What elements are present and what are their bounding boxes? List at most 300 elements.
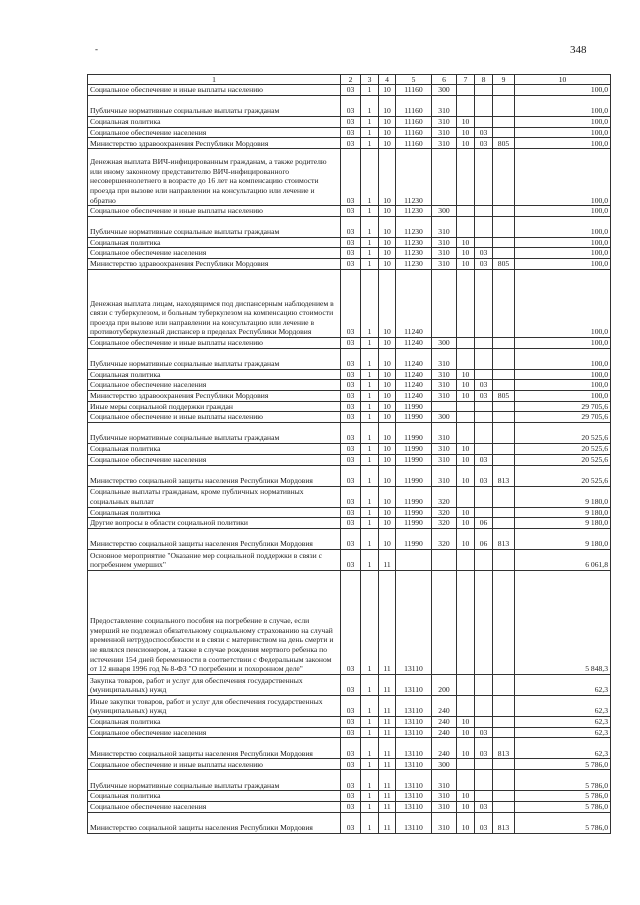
code-cell: 10 <box>379 412 396 423</box>
code-cell <box>432 401 457 412</box>
code-cell: 11 <box>379 770 396 791</box>
code-cell: 1 <box>361 738 379 759</box>
code-cell: 03 <box>341 570 361 674</box>
table-row <box>88 216 611 237</box>
code-cell: 10 <box>457 443 475 454</box>
row-name-cell: Министерство здравоохранения Республики Мордовия <box>88 390 341 401</box>
code-cell <box>432 149 457 206</box>
code-cell: 1 <box>361 248 379 259</box>
code-cell: 1 <box>361 716 379 727</box>
table-row <box>88 337 611 348</box>
code-cell <box>493 369 515 380</box>
code-cell: 1 <box>361 518 379 529</box>
code-cell: 300 <box>432 759 457 770</box>
code-cell <box>493 570 515 674</box>
amount-cell: 62,3 <box>515 716 611 727</box>
code-cell: 11160 <box>396 117 432 128</box>
code-cell <box>493 85 515 96</box>
code-cell: 11240 <box>396 337 432 348</box>
code-cell: 03 <box>341 96 361 117</box>
code-cell: 10 <box>379 138 396 149</box>
code-cell: 310 <box>432 422 457 443</box>
row-name-cell: Социальная политика <box>88 443 341 454</box>
code-cell <box>493 216 515 237</box>
code-cell: 11 <box>379 812 396 833</box>
amount-cell: 5 786,0 <box>515 801 611 812</box>
code-cell <box>457 486 475 507</box>
code-cell: 10 <box>379 237 396 248</box>
code-cell <box>457 674 475 695</box>
amount-cell: 20 525,6 <box>515 465 611 486</box>
row-name-cell: Иные закупки товаров, работ и услуг для обеспечения государственных (муниципальных) нужд <box>88 695 341 716</box>
code-cell: 1 <box>361 149 379 206</box>
code-cell: 11240 <box>396 369 432 380</box>
code-cell: 03 <box>341 369 361 380</box>
code-cell: 11 <box>379 738 396 759</box>
code-cell <box>457 337 475 348</box>
code-cell <box>493 443 515 454</box>
table-row <box>88 380 611 391</box>
table-row <box>88 486 611 507</box>
code-cell <box>475 507 493 518</box>
code-cell: 310 <box>432 369 457 380</box>
code-cell <box>457 401 475 412</box>
code-cell: 03 <box>341 443 361 454</box>
code-cell: 13110 <box>396 791 432 802</box>
code-cell: 1 <box>361 412 379 423</box>
column-header: 5 <box>396 75 432 85</box>
code-cell: 310 <box>432 96 457 117</box>
code-cell: 03 <box>341 465 361 486</box>
code-cell: 11230 <box>396 258 432 269</box>
code-cell: 13110 <box>396 812 432 833</box>
code-cell: 1 <box>361 117 379 128</box>
code-cell <box>493 117 515 128</box>
amount-cell: 9 180,0 <box>515 518 611 529</box>
code-cell: 13110 <box>396 770 432 791</box>
code-cell: 805 <box>493 258 515 269</box>
code-cell: 10 <box>379 258 396 269</box>
code-cell: 06 <box>475 518 493 529</box>
row-name-cell: Публичные нормативные социальные выплаты гражданам <box>88 348 341 369</box>
code-cell: 13110 <box>396 674 432 695</box>
code-cell: 320 <box>432 528 457 549</box>
code-cell <box>493 337 515 348</box>
code-cell: 200 <box>432 674 457 695</box>
code-cell: 813 <box>493 738 515 759</box>
row-name-cell: Министерство здравоохранения Республики Мордовия <box>88 258 341 269</box>
code-cell: 1 <box>361 422 379 443</box>
code-cell: 03 <box>475 727 493 738</box>
code-cell <box>493 348 515 369</box>
code-cell: 11990 <box>396 465 432 486</box>
code-cell: 310 <box>432 248 457 259</box>
code-cell <box>475 269 493 337</box>
column-header: 7 <box>457 75 475 85</box>
column-header: 8 <box>475 75 493 85</box>
column-header: 2 <box>341 75 361 85</box>
table-row <box>88 465 611 486</box>
amount-cell: 62,3 <box>515 738 611 759</box>
table-row <box>88 269 611 337</box>
code-cell <box>475 117 493 128</box>
code-cell: 1 <box>361 127 379 138</box>
table-row <box>88 801 611 812</box>
row-name-cell: Основное мероприятие "Оказание мер социальной поддержки в связи с погребением умерших" <box>88 549 341 570</box>
code-cell: 805 <box>493 138 515 149</box>
code-cell: 13110 <box>396 716 432 727</box>
code-cell: 11990 <box>396 412 432 423</box>
code-cell: 11240 <box>396 380 432 391</box>
code-cell: 03 <box>341 727 361 738</box>
code-cell: 310 <box>432 770 457 791</box>
code-cell: 240 <box>432 695 457 716</box>
amount-cell: 20 525,6 <box>515 454 611 465</box>
code-cell: 10 <box>379 248 396 259</box>
table-row <box>88 518 611 529</box>
code-cell: 03 <box>341 269 361 337</box>
code-cell <box>475 791 493 802</box>
row-name-cell: Денежная выплата ВИЧ-инфицированным гражданам, а также родителю или иному законному представителю ВИЧ-инфицированного несовершеннолетнего в возрасте до 16 лет на компенсацию стоимости проезда при вызове или направлении на консультацию или лечение и обратно <box>88 149 341 206</box>
code-cell: 1 <box>361 96 379 117</box>
code-cell <box>493 149 515 206</box>
code-cell: 1 <box>361 454 379 465</box>
code-cell <box>475 149 493 206</box>
code-cell: 310 <box>432 380 457 391</box>
amount-cell: 100,0 <box>515 127 611 138</box>
code-cell <box>432 269 457 337</box>
row-name-cell: Социальное обеспечение населения <box>88 380 341 391</box>
table-row <box>88 401 611 412</box>
code-cell: 03 <box>341 759 361 770</box>
code-cell: 06 <box>475 528 493 549</box>
code-cell: 240 <box>432 738 457 759</box>
row-name-cell: Социальное обеспечение населения <box>88 248 341 259</box>
row-name-cell: Социальная политика <box>88 237 341 248</box>
code-cell: 10 <box>379 369 396 380</box>
column-header: 3 <box>361 75 379 85</box>
table-row <box>88 727 611 738</box>
code-cell: 1 <box>361 727 379 738</box>
code-cell: 11160 <box>396 85 432 96</box>
code-cell: 10 <box>379 149 396 206</box>
table-row <box>88 549 611 570</box>
column-header: 9 <box>493 75 515 85</box>
code-cell: 03 <box>341 738 361 759</box>
code-cell <box>493 791 515 802</box>
code-cell: 10 <box>457 727 475 738</box>
header-mark: - <box>95 44 98 54</box>
table-row <box>88 206 611 217</box>
code-cell <box>493 248 515 259</box>
row-name-cell: Социальное обеспечение и иные выплаты населению <box>88 759 341 770</box>
code-cell: 13110 <box>396 727 432 738</box>
code-cell: 11160 <box>396 127 432 138</box>
code-cell: 1 <box>361 380 379 391</box>
table-row <box>88 674 611 695</box>
code-cell: 1 <box>361 570 379 674</box>
code-cell <box>457 206 475 217</box>
amount-cell: 100,0 <box>515 369 611 380</box>
code-cell: 10 <box>379 422 396 443</box>
amount-cell: 20 525,6 <box>515 422 611 443</box>
code-cell <box>493 716 515 727</box>
table-row <box>88 149 611 206</box>
code-cell: 1 <box>361 791 379 802</box>
code-cell: 03 <box>341 716 361 727</box>
code-cell: 03 <box>341 149 361 206</box>
table-row <box>88 738 611 759</box>
code-cell: 10 <box>379 117 396 128</box>
code-cell: 03 <box>341 117 361 128</box>
code-cell: 11230 <box>396 216 432 237</box>
code-cell: 10 <box>379 127 396 138</box>
code-cell: 10 <box>457 738 475 759</box>
table-row <box>88 507 611 518</box>
code-cell: 1 <box>361 695 379 716</box>
code-cell: 1 <box>361 85 379 96</box>
code-cell: 10 <box>457 127 475 138</box>
table-row <box>88 248 611 259</box>
code-cell: 03 <box>475 801 493 812</box>
code-cell <box>475 674 493 695</box>
code-cell: 03 <box>475 454 493 465</box>
code-cell <box>493 237 515 248</box>
table-row <box>88 348 611 369</box>
code-cell: 10 <box>379 380 396 391</box>
code-cell: 10 <box>379 518 396 529</box>
code-cell <box>493 127 515 138</box>
code-cell: 320 <box>432 518 457 529</box>
row-name-cell: Социальная политика <box>88 507 341 518</box>
code-cell: 1 <box>361 528 379 549</box>
amount-cell: 9 180,0 <box>515 528 611 549</box>
code-cell <box>493 454 515 465</box>
code-cell: 03 <box>341 770 361 791</box>
row-name-cell: Социальная политика <box>88 791 341 802</box>
code-cell <box>493 518 515 529</box>
table-row <box>88 570 611 674</box>
code-cell: 310 <box>432 801 457 812</box>
code-cell <box>475 759 493 770</box>
row-name-cell: Публичные нормативные социальные выплаты гражданам <box>88 216 341 237</box>
table-row <box>88 96 611 117</box>
code-cell: 03 <box>341 528 361 549</box>
row-name-cell: Социальная политика <box>88 117 341 128</box>
code-cell <box>457 216 475 237</box>
amount-cell: 9 180,0 <box>515 486 611 507</box>
code-cell: 11230 <box>396 206 432 217</box>
table-row <box>88 812 611 833</box>
code-cell: 1 <box>361 486 379 507</box>
code-cell: 805 <box>493 390 515 401</box>
code-cell <box>475 412 493 423</box>
amount-cell: 20 525,6 <box>515 443 611 454</box>
code-cell: 320 <box>432 507 457 518</box>
code-cell: 1 <box>361 401 379 412</box>
code-cell: 10 <box>457 237 475 248</box>
row-name-cell: Министерство социальной защиты населения Республики Мордовия <box>88 528 341 549</box>
code-cell <box>457 149 475 206</box>
code-cell: 03 <box>341 206 361 217</box>
code-cell <box>475 443 493 454</box>
code-cell: 03 <box>475 127 493 138</box>
code-cell: 13110 <box>396 759 432 770</box>
code-cell: 11 <box>379 801 396 812</box>
code-cell: 310 <box>432 216 457 237</box>
code-cell: 10 <box>379 96 396 117</box>
code-cell: 1 <box>361 770 379 791</box>
amount-cell: 29 705,6 <box>515 412 611 423</box>
code-cell: 11240 <box>396 269 432 337</box>
code-cell: 11990 <box>396 443 432 454</box>
code-cell: 03 <box>341 258 361 269</box>
amount-cell: 5 786,0 <box>515 812 611 833</box>
code-cell: 10 <box>379 443 396 454</box>
amount-cell: 6 061,8 <box>515 549 611 570</box>
code-cell: 10 <box>379 337 396 348</box>
code-cell <box>493 801 515 812</box>
code-cell: 13110 <box>396 801 432 812</box>
code-cell: 1 <box>361 443 379 454</box>
row-name-cell: Социальное обеспечение и иные выплаты населению <box>88 337 341 348</box>
code-cell: 10 <box>379 465 396 486</box>
code-cell <box>475 337 493 348</box>
code-cell: 11 <box>379 791 396 802</box>
code-cell: 03 <box>341 138 361 149</box>
amount-cell: 100,0 <box>515 380 611 391</box>
code-cell <box>475 237 493 248</box>
code-cell: 240 <box>432 727 457 738</box>
code-cell: 13110 <box>396 570 432 674</box>
table-row <box>88 85 611 96</box>
row-name-cell: Социальные выплаты гражданам, кроме публичных нормативных социальных выплат <box>88 486 341 507</box>
code-cell: 10 <box>457 454 475 465</box>
code-cell: 10 <box>457 117 475 128</box>
code-cell: 10 <box>379 348 396 369</box>
code-cell: 03 <box>475 738 493 759</box>
code-cell <box>475 96 493 117</box>
code-cell: 1 <box>361 674 379 695</box>
amount-cell: 100,0 <box>515 337 611 348</box>
code-cell: 310 <box>432 127 457 138</box>
code-cell <box>396 549 432 570</box>
code-cell: 1 <box>361 348 379 369</box>
code-cell: 1 <box>361 237 379 248</box>
code-cell <box>493 486 515 507</box>
code-cell: 03 <box>341 454 361 465</box>
code-cell: 1 <box>361 759 379 770</box>
row-name-cell: Социальное обеспечение и иные выплаты населению <box>88 412 341 423</box>
amount-cell: 100,0 <box>515 216 611 237</box>
page-number: 348 <box>570 44 587 56</box>
code-cell: 03 <box>341 518 361 529</box>
row-name-cell: Социальное обеспечение населения <box>88 454 341 465</box>
code-cell: 10 <box>379 206 396 217</box>
code-cell <box>493 770 515 791</box>
row-name-cell: Министерство здравоохранения Республики Мордовия <box>88 138 341 149</box>
code-cell <box>493 412 515 423</box>
code-cell: 03 <box>475 390 493 401</box>
code-cell: 03 <box>341 549 361 570</box>
code-cell: 10 <box>457 465 475 486</box>
code-cell: 03 <box>341 695 361 716</box>
column-header: 10 <box>515 75 611 85</box>
code-cell: 03 <box>341 507 361 518</box>
code-cell <box>493 401 515 412</box>
code-cell: 10 <box>457 716 475 727</box>
amount-cell: 100,0 <box>515 237 611 248</box>
amount-cell: 9 180,0 <box>515 507 611 518</box>
code-cell: 03 <box>341 412 361 423</box>
code-cell: 11230 <box>396 149 432 206</box>
code-cell <box>475 206 493 217</box>
code-cell <box>457 412 475 423</box>
code-cell: 03 <box>341 380 361 391</box>
code-cell <box>457 759 475 770</box>
code-cell: 310 <box>432 443 457 454</box>
code-cell: 1 <box>361 269 379 337</box>
code-cell: 10 <box>457 258 475 269</box>
table-row <box>88 412 611 423</box>
row-name-cell: Публичные нормативные социальные выплаты гражданам <box>88 422 341 443</box>
code-cell: 10 <box>379 216 396 237</box>
code-cell: 1 <box>361 801 379 812</box>
code-cell: 10 <box>379 507 396 518</box>
code-cell <box>457 96 475 117</box>
code-cell <box>457 549 475 570</box>
code-cell: 10 <box>457 369 475 380</box>
row-name-cell: Министерство социальной защиты населения Республики Мордовия <box>88 738 341 759</box>
code-cell <box>432 549 457 570</box>
amount-cell: 62,3 <box>515 695 611 716</box>
amount-cell: 62,3 <box>515 674 611 695</box>
code-cell: 03 <box>475 465 493 486</box>
row-name-cell: Социальное обеспечение и иные выплаты населению <box>88 85 341 96</box>
code-cell <box>475 216 493 237</box>
code-cell: 11230 <box>396 237 432 248</box>
code-cell: 10 <box>379 528 396 549</box>
code-cell: 10 <box>379 454 396 465</box>
code-cell <box>475 401 493 412</box>
code-cell: 03 <box>341 401 361 412</box>
row-name-cell: Закупка товаров, работ и услуг для обеспечения государственных (муниципальных) нужд <box>88 674 341 695</box>
amount-cell: 62,3 <box>515 727 611 738</box>
code-cell: 320 <box>432 486 457 507</box>
code-cell: 11990 <box>396 401 432 412</box>
code-cell <box>475 716 493 727</box>
code-cell: 11990 <box>396 454 432 465</box>
code-cell: 1 <box>361 206 379 217</box>
code-cell: 10 <box>457 801 475 812</box>
code-cell <box>493 96 515 117</box>
code-cell: 03 <box>341 801 361 812</box>
code-cell: 03 <box>475 258 493 269</box>
row-name-cell: Другие вопросы в области социальной политики <box>88 518 341 529</box>
code-cell: 310 <box>432 812 457 833</box>
code-cell: 813 <box>493 812 515 833</box>
code-cell <box>475 369 493 380</box>
row-name-cell: Министерство социальной защиты населения Республики Мордовия <box>88 465 341 486</box>
code-cell: 10 <box>457 791 475 802</box>
amount-cell: 100,0 <box>515 117 611 128</box>
code-cell: 11990 <box>396 507 432 518</box>
column-header: 4 <box>379 75 396 85</box>
code-cell: 03 <box>341 127 361 138</box>
amount-cell: 5 786,0 <box>515 759 611 770</box>
code-cell: 10 <box>457 518 475 529</box>
code-cell: 10 <box>457 812 475 833</box>
